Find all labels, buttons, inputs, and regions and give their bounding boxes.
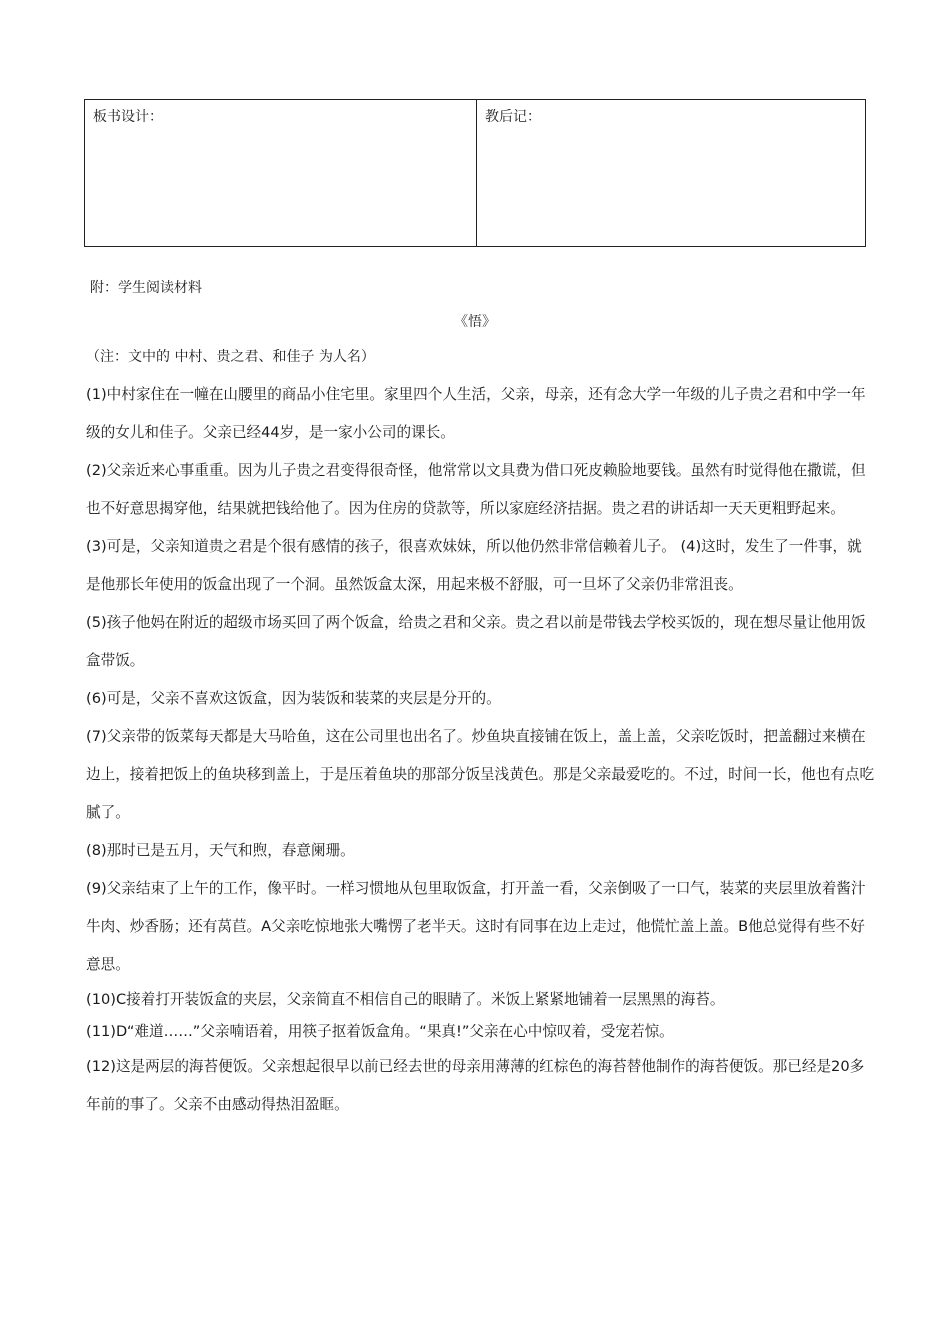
- paragraph-7: (7)父亲带的饭菜每天都是大马哈鱼，这在公司里也出名了。炒鱼块直接铺在饭上，盖上盖，父亲吃饭时，把盖翻过来横在边上，接着把饭上的鱼块移到盖上，于是压着鱼块的那部分饭呈浅黄色。那是父亲最爱吃的。不过，时间一长，他也有点吃腻了。: [86, 728, 875, 821]
- board-design-table: [84, 99, 866, 247]
- paragraph-8: (8)那时已是五月，天气和煦，春意阑珊。: [86, 842, 355, 859]
- appendix-label: 附：学生阅读材料: [90, 280, 202, 296]
- post-teaching-notes-label: 教后记：: [485, 109, 541, 125]
- paragraph-10: (10)C接着打开装饭盒的夹层，父亲简直不相信自己的眼睛了。米饭上紧紧地铺着一层黑黑的海苔。: [86, 991, 725, 1008]
- paragraph-11: (11)D“难道……”父亲喃语着，用筷子抠着饭盒角。“果真!”父亲在心中惊叹着，受宠若惊。: [86, 1023, 674, 1040]
- paragraph-9: (9)父亲结束了上午的工作，像平时。一样习惯地从包里取饭盒，打开盖一看，父亲倒吸了一口气，装菜的夹层里放着酱汁牛肉、炒香肠；还有莴苣。A父亲吃惊地张大嘴愣了老半天。这时有同事在边上走过，他慌忙盖上盖。B他总觉得有些不好意思。: [86, 880, 866, 973]
- paragraph-2: (2)父亲近来心事重重。因为儿子贵之君变得很奇怪，他常常以文具费为借口死皮赖脸地要钱。虽然有时觉得他在撒谎，但也不好意思揭穿他，结果就把钱给他了。因为住房的贷款等，所以家庭经济拮据。贵之君的讲话却一天天更粗野起来。: [86, 462, 866, 517]
- paragraph-3-4: (3)可是，父亲知道贵之君是个很有感情的孩子，很喜欢妹妹，所以他仍然非常信赖着儿子。 (4)这时，发生了一件事，就是他那长年使用的饭盒出现了一个洞。虽然饭盒太深，用起来极不舒服，可一旦坏了父亲仍非常沮丧。: [86, 538, 862, 593]
- post-teaching-notes-cell: [477, 100, 866, 247]
- story-title: 《悟》: [454, 314, 496, 330]
- story-body: [86, 376, 876, 1124]
- paragraph-6: (6)可是，父亲不喜欢这饭盒，因为装饭和装菜的夹层是分开的。: [86, 690, 501, 707]
- paragraph-12: (12)这是两层的海苔便饭。父亲想起很早以前已经去世的母亲用薄薄的红棕色的海苔替他制作的海苔便饭。那已经是20多年前的事了。父亲不由感动得热泪盈眶。: [86, 1058, 865, 1113]
- board-design-cell: [85, 100, 477, 247]
- paragraph-5: (5)孩子他妈在附近的超级市场买回了两个饭盒，给贵之君和父亲。贵之君以前是带钱去学校买饭的，现在想尽量让他用饭盒带饭。: [86, 614, 866, 669]
- paragraph-1: (1)中村家住在一幢在山腰里的商品小住宅里。家里四个人生活，父亲，母亲，还有念大学一年级的儿子贵之君和中学一年级的女儿和佳子。父亲已经44岁，是一家小公司的课长。: [86, 386, 866, 441]
- board-design-label: 板书设计：: [93, 109, 163, 125]
- names-note: （注：文中的 中村、贵之君、和佳子 为人名）: [86, 349, 375, 365]
